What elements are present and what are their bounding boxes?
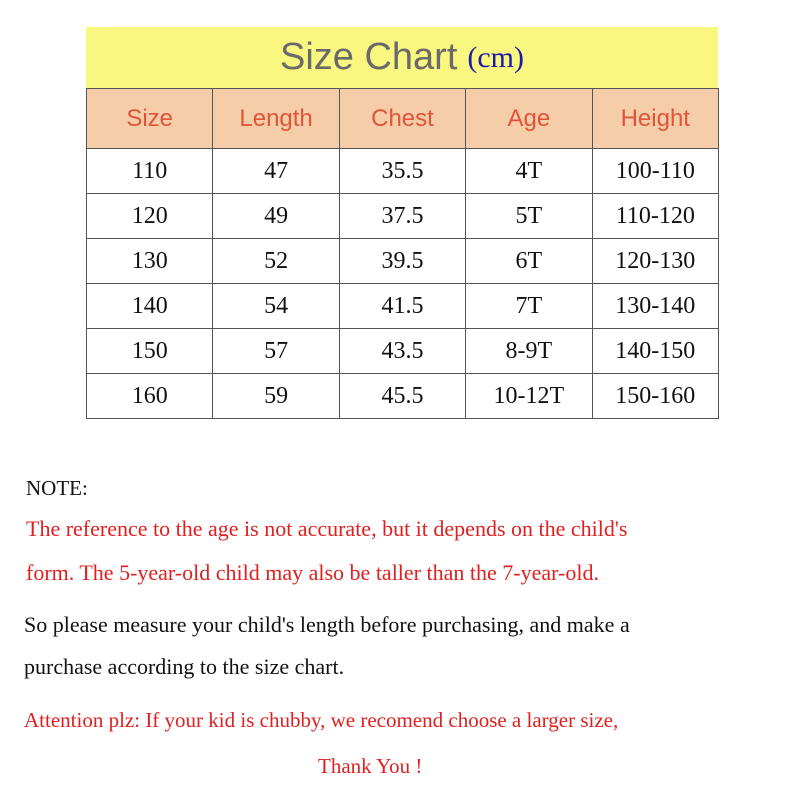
size-chart — [86, 27, 718, 419]
cell-size: 140 — [87, 284, 213, 329]
cell-size: 130 — [87, 239, 213, 284]
cell-age: 7T — [466, 284, 592, 329]
cell-length: 59 — [213, 374, 339, 419]
header-chest: Chest — [339, 89, 465, 149]
cell-height: 130-140 — [592, 284, 718, 329]
measure-advice-line-1: So please measure your child's length before purchasing, and make a — [24, 612, 630, 637]
cell-chest: 35.5 — [339, 149, 465, 194]
cell-size: 110 — [87, 149, 213, 194]
chart-title-bar — [86, 27, 718, 88]
measure-advice-line-2: purchase according to the size chart. — [24, 654, 345, 679]
table-row — [87, 239, 719, 284]
age-disclaimer-line-1: The reference to the age is not accurate, but it depends on the child's — [26, 516, 628, 541]
thank-you-text: Thank You ! — [318, 754, 423, 778]
attention-note: Attention plz: If your kid is chubby, we recomend choose a larger size, — [24, 708, 619, 732]
cell-age: 8-9T — [466, 329, 592, 374]
table-row — [87, 149, 719, 194]
cell-length: 52 — [213, 239, 339, 284]
cell-height: 100-110 — [592, 149, 718, 194]
cell-length: 49 — [213, 194, 339, 239]
chart-title: Size Chart — [279, 36, 458, 78]
cell-age: 10-12T — [466, 374, 592, 419]
cell-age: 4T — [466, 149, 592, 194]
cell-size: 120 — [87, 194, 213, 239]
cell-age: 5T — [466, 194, 592, 239]
cell-chest: 37.5 — [339, 194, 465, 239]
cell-height: 120-130 — [592, 239, 718, 284]
header-size: Size — [87, 89, 213, 149]
table-row — [87, 329, 719, 374]
cell-length: 57 — [213, 329, 339, 374]
cell-chest: 45.5 — [339, 374, 465, 419]
table-header-row — [87, 89, 719, 149]
cell-height: 150-160 — [592, 374, 718, 419]
header-age: Age — [466, 89, 592, 149]
header-height: Height — [592, 89, 718, 149]
age-disclaimer-line-2: form. The 5-year-old child may also be taller than the 7-year-old. — [26, 560, 599, 585]
table-row — [87, 284, 719, 329]
cell-size: 150 — [87, 329, 213, 374]
note-label: NOTE: — [26, 476, 88, 500]
cell-length: 47 — [213, 149, 339, 194]
cell-size: 160 — [87, 374, 213, 419]
header-length: Length — [213, 89, 339, 149]
cell-age: 6T — [466, 239, 592, 284]
cell-chest: 39.5 — [339, 239, 465, 284]
cell-length: 54 — [213, 284, 339, 329]
table-row — [87, 194, 719, 239]
cell-height: 140-150 — [592, 329, 718, 374]
table-row — [87, 374, 719, 419]
size-table — [86, 88, 719, 419]
cell-chest: 41.5 — [339, 284, 465, 329]
cell-height: 110-120 — [592, 194, 718, 239]
cell-chest: 43.5 — [339, 329, 465, 374]
chart-title-unit: (cm) — [467, 40, 525, 74]
